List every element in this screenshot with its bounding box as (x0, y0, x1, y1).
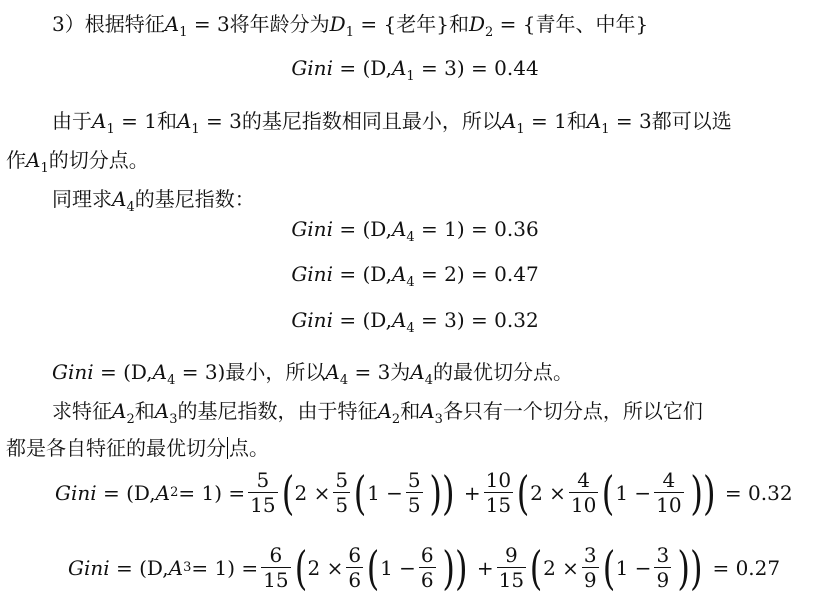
set-D2: = {青年、中年} (499, 12, 649, 36)
frac-6-6: $\frac{6}{6}$ (348, 543, 362, 592)
frac-4-10-b: $\frac{4}{10}$ (656, 468, 682, 517)
frac-5-5: $\frac{5}{5}$ (335, 468, 349, 517)
set-D1: = {老年} (360, 12, 449, 36)
formula-gini-A4-2: Gini = $(D,A_4 = 2) = 0.47$ (291, 262, 539, 290)
formula-gini-A4-3: Gini = $(D,A_4 = 3) = 0.32$ (291, 308, 539, 336)
para1-part3: 都可以选 (651, 109, 732, 133)
para2-suffix: 的基尼指数： (134, 187, 255, 211)
frac-5-15: $\frac{5}{15}$ (250, 468, 276, 517)
gini-A4-1-value: 0.36 (494, 217, 539, 241)
para1-line2-prefix: 作 (6, 148, 26, 172)
conclusion-line: Gini = $(D,A_4 = 3)$最小，所以$A_4 = 3$为$A_4$的最优切分点。 (52, 360, 574, 388)
para3-e: 各只有一个切分点，所以它们 (442, 399, 703, 423)
frac-10-15: $\frac{10}{15}$ (485, 468, 512, 517)
para1-and: 和 (156, 109, 177, 133)
para1-line2-suffix: 的切分点。 (48, 148, 149, 172)
gini-A4-3-value: 0.32 (494, 308, 539, 332)
para3-b: 和 (134, 399, 155, 423)
step3-mid: 将年龄分为 (229, 12, 330, 36)
formula-gini-A2: Gini = (D, A 2 = 1) = $\frac{5}{15}$ ( 2 × $\frac{5}{5}$ ( 1 − $\frac{5}{5}$ )) + $\frac{10}{15}$ ( 2 × $\frac{4}{10}$ ( 1 − $\frac{4}{10}$ )) = 0.32 (55, 465, 793, 520)
frac-3-9-b: $\frac{3}{9}$ (656, 543, 670, 592)
para3-line1: 求特征$A_2$和$A_3$的基尼指数，由于特征$A_2$和$A_3$各只有一个切分点，所以它们 (52, 399, 703, 427)
conclusion-end: 的最优切分点。 (433, 360, 574, 384)
para3-a: 求特征 (52, 399, 112, 423)
para3-d: 和 (400, 399, 421, 423)
para3-c: 的基尼指数，由于特征 (177, 399, 378, 423)
conclusion-mid2: 为 (390, 360, 411, 384)
para3-line2-a: 都是各自特征的最优切分 (6, 436, 226, 460)
formula-gini-A4-1: Gini = $(D,A_4 = 1) = 0.36$ (291, 217, 539, 245)
para1-and-2: 和 (566, 109, 587, 133)
para3-line2 (6, 434, 269, 462)
gini-A2-value: 0.32 (748, 480, 793, 505)
frac-5-5-b: $\frac{5}{5}$ (407, 468, 421, 517)
para2-text: 同理求 (52, 187, 112, 211)
frac-4-10: $\frac{4}{10}$ (570, 468, 597, 517)
para1-part2: 的基尼指数相同且最小，所以 (241, 109, 502, 133)
para2-line: 同理求$A_4$的基尼指数： (52, 187, 255, 215)
frac-3-9: $\frac{3}{9}$ (583, 543, 597, 592)
gini-A3-value: 0.27 (735, 555, 781, 580)
frac-6-6-b: $\frac{6}{6}$ (420, 543, 434, 592)
formula-gini-A3: Gini = (D, A 3 = 1) = $\frac{6}{15}$ ( 2 × $\frac{6}{6}$ ( 1 − $\frac{6}{6}$ )) + $\frac{9}{15}$ ( 2 × $\frac{3}{9}$ ( 1 − $\frac{3}{9}$ )) = 0.27 (68, 540, 781, 595)
para1-line2: 作$A_1$的切分点。 (6, 148, 149, 176)
step3-and: 和 (448, 12, 469, 36)
frac-9-15: $\frac{9}{15}$ (498, 543, 525, 592)
step3-line: 3）根据特征$A_1 = 3$将年龄分为$D_1$ = {老年}和$D_2$ = {青年、中年} (52, 12, 649, 40)
frac-6-15: $\frac{6}{15}$ (263, 543, 289, 592)
para1-line1: 由于$A_1 = 1$和$A_1 = 3$的基尼指数相同且最小，所以$A_1 = 1$和$A_1 = 3$都可以选 (52, 109, 732, 137)
gini-A4-2-value: 0.47 (494, 262, 539, 286)
gini-A1-3-value: 0.44 (494, 56, 539, 80)
para1-part1: 由于 (52, 109, 92, 133)
para3-line2-b: 点。 (229, 436, 269, 460)
step3-prefix: 3）根据特征 (52, 12, 165, 36)
conclusion-mid: 最小，所以 (225, 360, 326, 384)
formula-gini-A1-3: Gini = $(D,A_1 = 3) = 0.44$ (291, 56, 539, 84)
text-cursor (227, 437, 228, 459)
